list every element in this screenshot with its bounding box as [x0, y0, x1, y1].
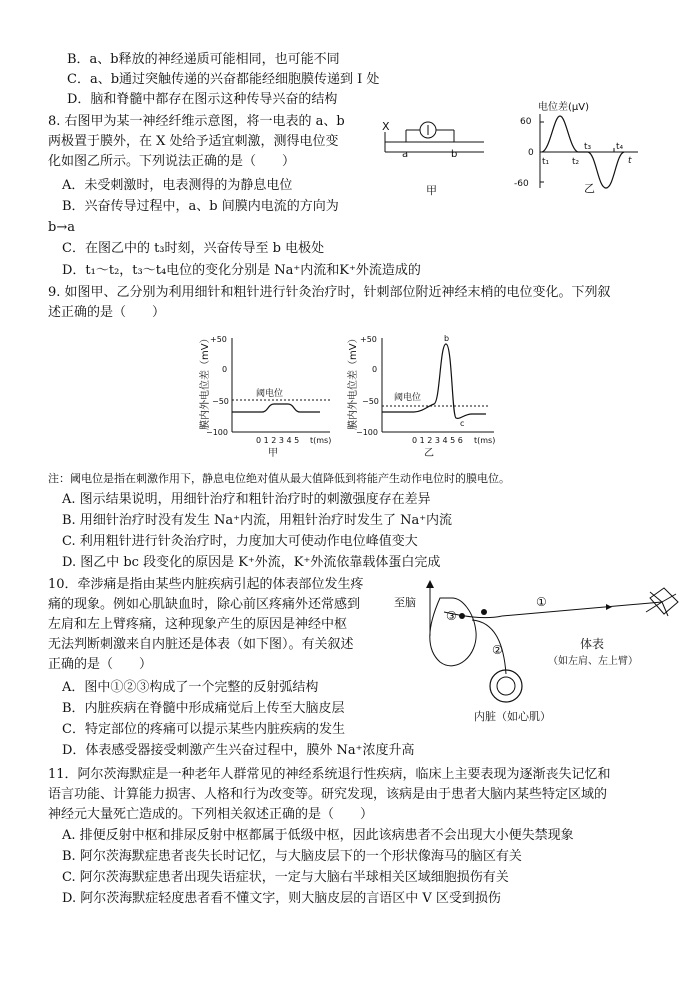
svg-text:-60: -60	[514, 179, 529, 189]
q11-stem-1: 11．阿尔茨海默症是一种老年人群常见的神经系统退行性疾病，临床上主要表现为逐渐丧失记忆和	[48, 767, 611, 782]
q7-option-d: D．脑和脊髓中都存在图示这种传导兴奋的结构	[67, 92, 338, 107]
svg-text:t₄: t₄	[616, 142, 624, 152]
q8-option-d: D．t₁～t₂，t₃～t₄电位的变化分别是 Na⁺内流和K⁺外流造成的	[62, 263, 421, 278]
viscera-label: 内脏（如心肌）	[474, 710, 551, 723]
q10-stem-5: 正确的是（ ）	[48, 657, 153, 672]
point-c-label: c	[460, 419, 465, 428]
neuron-1-label: ①	[536, 595, 547, 609]
body-surface-note: （如左肩、左上臂）	[548, 656, 638, 667]
q10-stem-2: 痛的现象。例如心肌缺血时，除心前区疼痛外还常感到	[48, 597, 361, 612]
q10-referred-pain-figure	[392, 576, 682, 756]
q9-option-a: A. 图示结果说明，用细针治疗和粗针治疗时的刺激强度存在差异	[62, 492, 431, 507]
jia-caption: 甲	[268, 448, 278, 459]
yi-potential-curve	[382, 344, 486, 418]
q8-option-b: B．兴奋传导过程中，a、b 间膜内电流的方向为	[62, 199, 339, 214]
q11-option-a: A. 排便反射中枢和排尿反射中枢都属于低级中枢，因此该病患者不会出现大小便失禁现象	[62, 828, 574, 843]
q10-stem-4: 无法判断刺激来自内脏还是体表（如下图）。有关叙述	[48, 637, 354, 652]
yi-caption: 乙	[424, 448, 434, 459]
q9-stem-2: 述正确的是（ ）	[48, 305, 166, 320]
svg-text:60: 60	[520, 117, 532, 127]
svg-text:0: 0	[528, 148, 534, 158]
svg-text:t₁: t₁	[542, 157, 550, 167]
nerve-1	[502, 602, 662, 616]
body-surface-label: 体表	[580, 637, 605, 651]
q8-option-b-cont: b→a	[48, 220, 75, 235]
q9-graph-yi	[348, 330, 508, 458]
q10-option-d: D．体表感受器接受刺激产生兴奋过程中，膜外 Na⁺浓度升高	[62, 743, 415, 758]
q11-option-b: B. 阿尔茨海默症患者丧失长时记忆，与大脑皮层下的一个形状像海马的脑区有关	[62, 849, 522, 864]
jia-potential-curve	[232, 404, 320, 412]
svg-text:0 1 2 3 4 5 6: 0 1 2 3 4 5 6	[412, 436, 463, 445]
q10-stem-1: 10．牵涉痛是指由某些内脏疾病引起的体表部位发生疼	[48, 577, 364, 592]
q10-option-a: A．图中①②③构成了一个完整的反射弧结构	[62, 680, 319, 695]
q10-option-b: B．内脏疾病在脊髓中形成痛觉后上传至大脑皮层	[62, 701, 345, 716]
q11-option-c: C. 阿尔茨海默症患者出现失语症状，一定与大脑右半球相关区域细胞损伤有关	[62, 870, 509, 885]
q8-option-c: C．在图乙中的 t₃时刻，兴奋传导至 b 电极处	[62, 241, 325, 256]
svg-text:0 1 2 3 4 5: 0 1 2 3 4 5	[256, 436, 300, 445]
q8-option-a: A．未受刺激时，电表测得的为静息电位	[62, 178, 293, 193]
q9-option-d: D. 图乙中 bc 段变化的原因是 K⁺外流，K⁺外流依靠载体蛋白完成	[62, 555, 441, 570]
neuron-3-label: ③	[446, 609, 457, 623]
svg-text:−50: −50	[212, 397, 229, 406]
q9-note: 注：阈电位是指在刺激作用下，静息电位绝对值从最大值降低到将能产生动作电位时的膜电位。	[48, 472, 510, 485]
q9-graph-jia	[198, 330, 348, 458]
yi-ylabel: 膜内外电位差（mV）	[348, 333, 359, 430]
electrode-b-label: b	[451, 149, 458, 160]
q9-stem-1: 9. 如图甲、乙分别为利用细针和粗针进行针灸治疗时，针刺部位附近神经末梢的电位变化。下列叙	[48, 285, 611, 300]
svg-text:t(ms): t(ms)	[474, 436, 496, 445]
q11-option-d: D. 阿尔茨海默症轻度患者看不懂文字，则大脑皮层的言语区中 V 区受到损伤	[62, 891, 501, 906]
q8-stem-3: 化如图乙所示。下列说法正确的是（ ）	[48, 154, 296, 169]
q11-stem-3: 神经元大量死亡造成的。下列相关叙述正确的是（ ）	[48, 807, 374, 822]
figure-jia-caption: 甲	[426, 184, 437, 197]
svg-text:−100: −100	[356, 428, 378, 437]
svg-text:+50: +50	[210, 335, 227, 344]
jia-threshold-label: 阈电位	[256, 389, 284, 399]
svg-text:t(ms): t(ms)	[310, 436, 332, 445]
q7-option-c: C．a、b通过突触传递的兴奋都能经细胞膜传递到 I 处	[67, 72, 380, 87]
neuron-2-label: ②	[492, 643, 503, 657]
q10-option-c: C．特定部位的疼痛可以提示某些内脏疾病的发生	[62, 722, 345, 737]
q8-stem-2: 两极置于膜外，在 X 处给予适宜刺激，测得电位变	[48, 134, 339, 149]
heart-icon	[490, 670, 522, 702]
peak-b-label: b	[444, 334, 450, 343]
svg-text:t: t	[628, 156, 632, 166]
q8-figure-yi	[510, 100, 650, 200]
q7-option-b: B．a、b释放的神经递质可能相同，也可能不同	[67, 52, 340, 67]
jia-ylabel: 膜内外电位差（mV）	[200, 333, 211, 430]
svg-text:t₃: t₃	[584, 142, 592, 152]
q9-option-c: C. 利用粗针进行针灸治疗时，力度加大可使动作电位峰值变大	[62, 534, 418, 549]
stimulus-x-label: X	[382, 120, 390, 133]
electrode-a-label: a	[402, 149, 409, 160]
svg-text:−100: −100	[206, 428, 228, 437]
yi-ylabel: 电位差(μV)	[538, 102, 590, 113]
q8-stem-1: 8. 右图甲为某一神经纤维示意图，将一电表的 a、b	[48, 114, 345, 129]
to-brain-label: 至脑	[394, 596, 416, 609]
svg-text:0: 0	[372, 365, 378, 374]
svg-text:t₂: t₂	[572, 157, 580, 167]
yi-threshold-label: 阈电位	[394, 393, 422, 403]
q10-stem-3: 左肩和左上臂疼痛，这种现象产生的原因是神经中枢	[48, 617, 348, 632]
q8-figure-jia	[378, 118, 488, 198]
q11-stem-2: 语言功能、计算能力损害、人格和行为改变等。研究发现，该病是由于患者大脑内某些特定区域的	[48, 787, 608, 802]
svg-text:−50: −50	[362, 397, 379, 406]
q9-option-b: B. 用细针治疗时没有发生 Na⁺内流，用粗针治疗时发生了 Na⁺内流	[62, 513, 453, 528]
up-arrow-icon	[426, 580, 434, 588]
svg-text:+50: +50	[360, 335, 377, 344]
svg-text:0: 0	[222, 365, 228, 374]
figure-yi-caption: 乙	[584, 182, 595, 195]
